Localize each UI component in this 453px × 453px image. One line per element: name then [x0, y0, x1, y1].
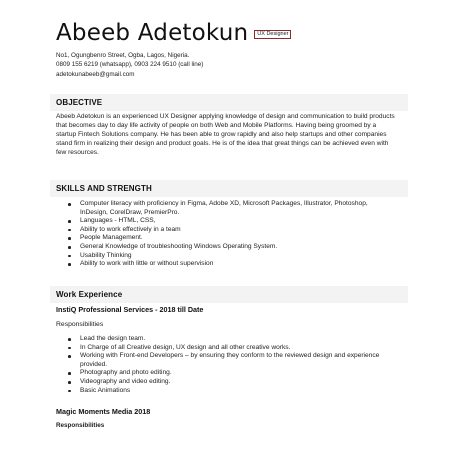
responsibility-item: In Charge of all Creative design, UX design and all other creative works.: [66, 344, 396, 353]
responsibilities-label: Responsibilities: [56, 422, 105, 429]
contact-phone: 0809 155 6219 (whatsapp), 0903 224 9510 (call line): [56, 61, 204, 69]
skill-item: Languages - HTML, CSS,: [66, 217, 376, 226]
responsibilities-label: Responsibilities: [56, 321, 104, 328]
skill-item: People Management.: [66, 234, 376, 243]
contact-address: No1, Ogungbenro Street, Ogba, Lagos, Nigeria.: [56, 52, 190, 59]
contact-email: adetokunabeeb@gmail.com: [56, 70, 135, 78]
objective-text: Abeeb Adetokun is an experienced UX Designer applying knowledge of design and communication to build products that becomes day to day life activity of people on both Web and Mobile Platforms. Having being groomed by a startup Fintech Solutions company. He has been able to grow rapidly and also help startups and other companies stand firm in realizing their design and product goals. He is of the idea that great things can be achieved even with few resources.: [56, 113, 395, 156]
responsibility-item: Basic Animations: [66, 387, 396, 396]
skills-heading: SKILLS AND STRENGTH: [56, 184, 152, 193]
candidate-name: Abeeb Adetokun: [56, 20, 249, 46]
job-title-magic-moments: Magic Moments Media 2018: [56, 407, 151, 416]
experience-heading: Work Experience: [56, 290, 123, 299]
skill-item: Computer literacy with proficiency in Figma, Adobe XD, Microsoft Packages, Illustrator, Photoshop, InDesign, CorelDraw, PremierPro.: [66, 200, 376, 217]
responsibility-item: Videography and video editing.: [66, 378, 396, 387]
skills-list: [66, 200, 376, 269]
skill-item: Usability Thinking: [66, 252, 376, 261]
objective-section-bar: [50, 94, 408, 111]
skill-item: Ability to work with little or without supervision: [66, 260, 376, 269]
responsibilities-list: [66, 335, 396, 395]
contact-block: [56, 51, 203, 79]
role-badge: UX Designer: [254, 30, 291, 39]
responsibility-item: Lead the design team.: [66, 335, 396, 344]
skill-item: Ability to work effectively in a team: [66, 226, 376, 235]
resume-header: [56, 20, 291, 46]
skill-item: General Knowledge of troubleshooting Windows Operating System.: [66, 243, 376, 252]
objective-heading: OBJECTIVE: [56, 98, 103, 107]
responsibility-item: Photography and photo editing.: [66, 369, 396, 378]
responsibility-item: Working with Front-end Developers – by ensuring they conform to the reviewed design and experience provided.: [66, 352, 396, 369]
job-title-instiq: InstiQ Professional Services - 2018 till Date: [56, 305, 204, 314]
